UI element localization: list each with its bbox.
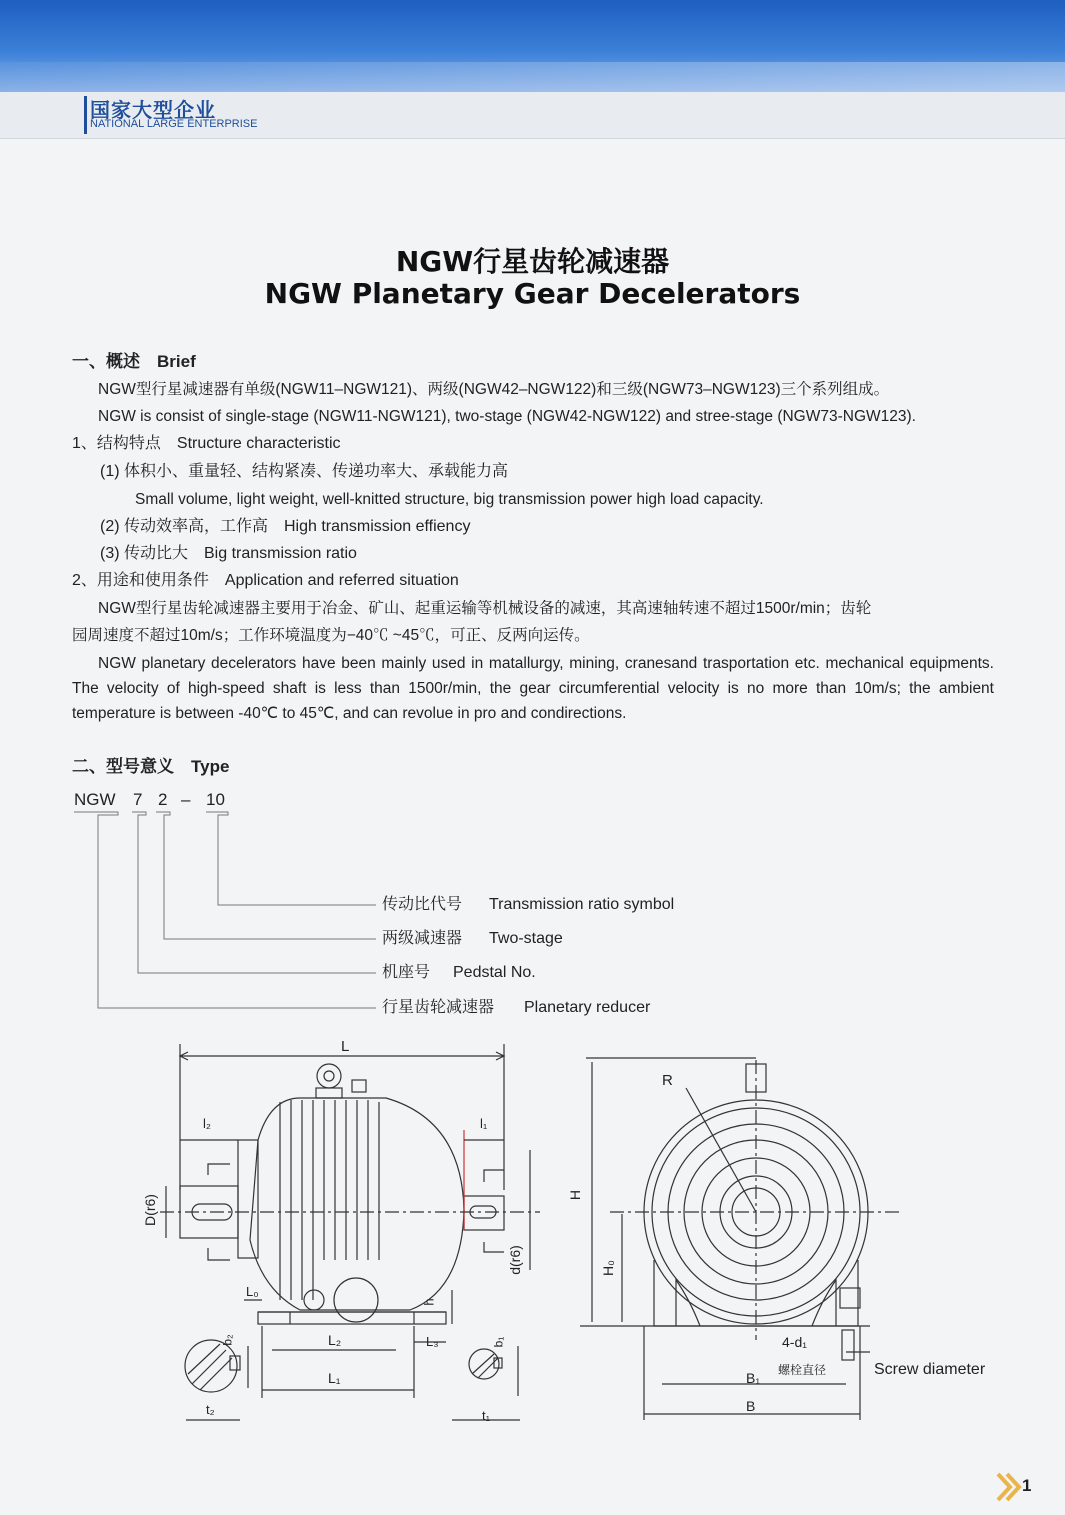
dim-l1: l₁	[480, 1116, 488, 1131]
dim-R: R	[662, 1072, 673, 1089]
page-number: 1	[1022, 1476, 1032, 1495]
type-code-dash: –	[181, 790, 191, 809]
chevron-right-icon	[996, 1470, 1022, 1504]
brief-line-en: NGW is consist of single-stage (NGW11-NGW121), two-stage (NGW42-NGW122) and stree-stage (NGW73-NGW123).	[98, 408, 916, 425]
usage-heading: 2、用途和使用条件 Application and referred situation	[72, 572, 459, 589]
structure-item-3: (3) 传动比大 Big transmission ratio	[100, 545, 357, 562]
page-title-en: NGW Planetary Gear Decelerators	[264, 277, 801, 310]
structure-item-1-cn: (1) 体积小、重量轻、结构紧凑、传递功率大、承载能力高	[100, 463, 509, 480]
dim-L3: L₃	[426, 1334, 439, 1349]
bolt-diameter-en: Screw diameter	[874, 1361, 986, 1378]
type-heading: 二、型号意义 Type	[72, 757, 230, 776]
legend-reducer-cn: 行星齿轮减速器	[382, 999, 495, 1016]
dim-L1: L₁	[328, 1370, 341, 1386]
brief-heading: 一、概述 Brief	[72, 352, 196, 371]
legend-reducer-en: Planetary reducer	[524, 999, 651, 1016]
dim-H: H	[567, 1189, 584, 1201]
type-code-ngw: NGW	[74, 790, 116, 809]
page-title-cn: NGW行星齿轮减速器	[395, 245, 670, 278]
type-code-ratio: 10	[206, 790, 225, 809]
dim-L0: L₀	[246, 1284, 259, 1299]
dim-D: D(r6)	[141, 1194, 158, 1226]
legend-pedestal-cn: 机座号	[382, 964, 431, 981]
dim-b2: b₂	[220, 1334, 235, 1346]
dim-h: h	[421, 1298, 437, 1306]
structure-heading: 1、结构特点 Structure characteristic	[72, 435, 341, 452]
usage-cn-line-2: 园周速度不超过10m/s；工作环境温度为−40℃ ~45℃，可正、反两向运传。	[72, 627, 590, 644]
dim-L: L	[341, 1038, 350, 1055]
dim-t2: t₂	[206, 1402, 215, 1417]
legend-ratio-en: Transmission ratio symbol	[489, 896, 675, 913]
legend-pedestal-en: Pedstal No.	[453, 964, 536, 981]
bolt-diameter-cn: 螺栓直径	[778, 1363, 827, 1377]
legend-stage-cn: 两级减速器	[382, 930, 463, 947]
dim-L2: L₂	[328, 1332, 342, 1348]
dim-B: B	[746, 1398, 756, 1414]
dim-4-d1: 4-d₁	[782, 1334, 807, 1350]
legend-ratio-cn: 传动比代号	[382, 896, 463, 913]
enterprise-title-en: NATIONAL LARGE ENTERPRISE	[90, 118, 258, 130]
structure-item-2: (2) 传动效率高，工作高 High transmission effiency	[100, 518, 471, 535]
dim-H0: H₀	[599, 1260, 616, 1276]
usage-en-paragraph: NGW planetary decelerators have been mainly used in matallurgy, mining, cranesand trasportation etc. mechanical equipments. The velocity of high-speed shaft is less than 1500r/min, the gear circumferential velocity is no more than 10m/s; the ambient temperature is between -40℃ to 45℃, and can revolue in pro and condirections.	[72, 655, 994, 722]
dim-d: d(r6)	[506, 1245, 523, 1275]
dim-b1: b₁	[491, 1336, 506, 1348]
brief-line-cn: NGW型行星减速器有单级(NGW11–NGW121)、两级(NGW42–NGW122)和三级(NGW73–NGW123)三个系列组成。	[98, 381, 890, 398]
enterprise-title-cn: 国家大型企业	[90, 98, 216, 122]
type-code-pedestal: 7	[133, 790, 143, 809]
legend-stage-en: Two-stage	[489, 930, 563, 947]
type-code-stage: 2	[158, 790, 168, 809]
usage-cn-line-1: NGW型行星齿轮减速器主要用于冶金、矿山、起重运输等机械设备的减速，其高速轴转速不超过1500r/min；齿轮	[98, 600, 872, 617]
structure-item-1-en: Small volume, light weight, well-knitted structure, big transmission power high load capacity.	[135, 491, 764, 508]
dim-t1: t₁	[482, 1408, 490, 1423]
dim-B1: B₁	[746, 1370, 761, 1386]
dim-l2: l₂	[203, 1116, 211, 1131]
